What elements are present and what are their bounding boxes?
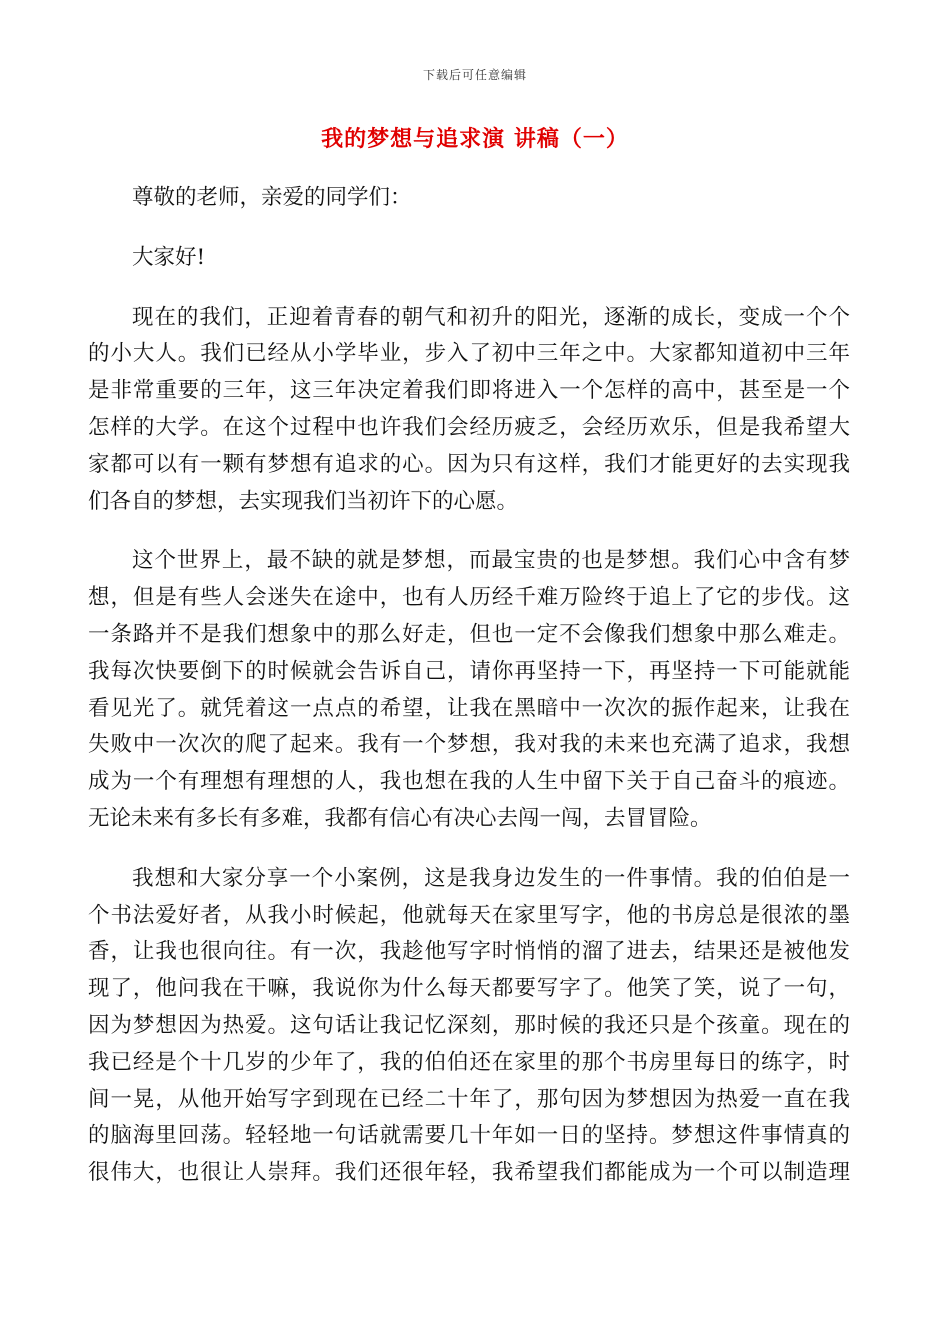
paragraph-line: 因为梦想因为热爱。这句话让我记忆深刻，那时候的我还只是个孩童。现在的 [88, 1012, 850, 1038]
paragraph-line: 家都可以有一颗有梦想有追求的心。因为只有这样，我们才能更好的去实现我 [88, 451, 850, 477]
document-title: 我的梦想与追求演 讲稿（一） [321, 126, 629, 152]
paragraph-line: 的脑海里回荡。轻轻地一句话就需要几十年如一日的坚持。梦想这件事情真的 [88, 1123, 850, 1149]
paragraph-line: 看见光了。就凭着这一点点的希望，让我在黑暗中一次次的振作起来，让我在 [88, 695, 850, 721]
header-note: 下载后可任意编辑 [422, 68, 527, 82]
paragraph-line: 成为一个有理想有理想的人，我也想在我的人生中留下关于自己奋斗的痕迹。 [88, 769, 850, 795]
paragraph-2 [88, 543, 850, 837]
paragraph-line: 我每次快要倒下的时候就会告诉自己，请你再坚持一下，再坚持一下可能就能 [88, 658, 850, 684]
paragraph-line: 我已经是个十几岁的少年了，我的伯伯还在家里的那个书房里每日的练字，时 [88, 1049, 850, 1075]
paragraph-line: 这个世界上，最不缺的就是梦想，而最宝贵的也是梦想。我们心中含有梦 [132, 548, 850, 574]
paragraph-line: 现在的我们，正迎着青春的朝气和初升的阳光，逐渐的成长，变成一个个 [132, 304, 850, 330]
hello-line: 大家好! [132, 244, 206, 270]
paragraph-line: 一条路并不是我们想象中的那么好走，但也一定不会像我们想象中那么难走。 [88, 621, 850, 647]
paragraph-line: 想，但是有些人会迷失在途中，也有人历经千难万险终于追上了它的步伐。这 [88, 585, 850, 611]
paragraph-3 [88, 861, 850, 1192]
paragraph-line: 怎样的大学。在这个过程中也许我们会经历疲乏，会经历欢乐，但是我希望大 [88, 414, 850, 440]
document-body [88, 180, 850, 1192]
paragraph-line: 现了，他问我在干嘛，我说你为什么每天都要写字了。他笑了笑，说了一句， [88, 976, 850, 1002]
paragraph-line: 们各自的梦想，去实现我们当初许下的心愿。 [88, 488, 519, 514]
paragraph-line: 无论未来有多长有多难，我都有信心有决心去闯一闯，去冒冒险。 [88, 805, 712, 831]
paragraph-line: 失败中一次次的爬了起来。我有一个梦想，我对我的未来也充满了追求，我想 [88, 732, 850, 758]
paragraph-1 [88, 300, 850, 521]
paragraph-line: 的小大人。我们已经从小学毕业，步入了初中三年之中。大家都知道初中三年 [88, 341, 850, 367]
paragraph-line: 是非常重要的三年，这三年决定着我们即将进入一个怎样的高中，甚至是一个 [88, 378, 850, 404]
paragraph-line: 很伟大，也很让人崇拜。我们还很年轻，我希望我们都能成为一个可以制造理 [88, 1160, 850, 1186]
paragraph-line: 香，让我也很向往。有一次，我趁他写字时悄悄的溜了进去，结果还是被他发 [88, 939, 850, 965]
greeting-line: 尊敬的老师，亲爱的同学们： [132, 185, 412, 210]
paragraph-line: 间一晃，从他开始写字到现在已经二十年了，那句因为梦想因为热爱一直在我 [88, 1086, 850, 1112]
paragraph-line: 我想和大家分享一个小案例，这是我身边发生的一件事情。我的伯伯是一 [132, 865, 850, 891]
paragraph-line: 个书法爱好者，从我小时候起，他就每天在家里写字，他的书房总是很浓的墨 [88, 902, 850, 928]
